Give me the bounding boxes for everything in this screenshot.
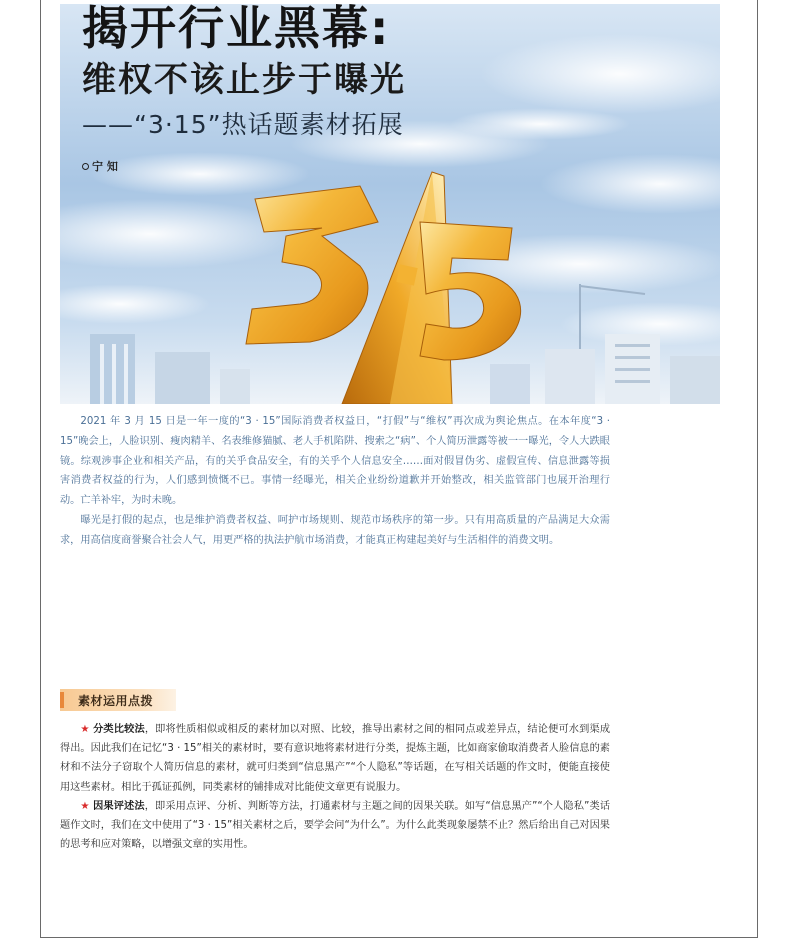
author-name: 宁 知 xyxy=(92,160,118,173)
tip-lead: 因果评述法 xyxy=(93,800,145,812)
intro-text xyxy=(60,412,610,551)
section-heading xyxy=(60,689,176,711)
star-icon: ★ xyxy=(80,724,90,735)
star-icon: ★ xyxy=(80,800,90,812)
intro-paragraph: 曝光是打假的起点，也是维护消费者权益、呵护市场规则、规范市场秩序的第一步。只有用高质量的产品满足大众需求，用高信度商誉聚合社会人气，用更严格的执法护航市场消费，才能真正构建起美好与生活相伴的消费文明。 xyxy=(60,514,610,546)
headline-line2: 维权不该止步于曝光 xyxy=(82,60,406,100)
tip-body: ，即将性质相似或相反的素材加以对照、比较，推导出素材之间的相同点或差异点，结论便可水到渠成得出。因此我们在记忆“3 · 15”相关的素材时，要有意识地将素材进行分类，提炼主题，比如商家偷取消费者人脸信息的素材和不法分子窃取个人简历信息的素材，就可归类到“信息黑产”“个人隐私”等话题，在写相关话题的作文时，便能直接使用这些素材。相比于孤证孤例，同类素材的铺排成对比能使文章更有说服力。 xyxy=(60,724,611,793)
intro-paragraph: 2021 年 3 月 15 日是一年一度的“3 · 15”国际消费者权益日，“打假”与“维权”再次成为舆论焦点。在本年度“3 · 15”晚会上，人脸识别、瘦肉精羊、名表维修猫腻、老人手机陷阱、搜索之“病”、个人简历泄露等被一一曝光，令人大跌眼镜。综观涉事企业和相关产品，有的关乎食品安全，有的关乎个人信息安全……面对假冒伪劣、虚假宣传、信息泄露等损害消费者权益的行为，人们感到愤慨不已。事情一经曝光，相关企业纷纷道歉并开始整改，相关监管部门也展开治理行动。亡羊补牢，为时未晚。 xyxy=(60,416,610,507)
tip-body: ，即采用点评、分析、判断等方法，打通素材与主题之间的因果关联。如写“信息黑产”“个人隐私”类话题作文时，我们在文中使用了“3 · 15”相关素材之后，要学会问“为什么”。为什么此类现象屡禁不止？然后给出自己对因果的思考和应对策略，以增强文章的实用性。 xyxy=(60,800,611,851)
byline-circle-icon xyxy=(82,163,89,170)
section-title: 素材运用点拨 xyxy=(78,693,154,708)
article-subline: ——“3·15”热话题素材拓展 xyxy=(82,110,404,139)
tip-paragraph xyxy=(60,720,610,797)
tip-lead: 分类比较法 xyxy=(93,724,145,735)
headline-line1: 揭开行业黑幕: xyxy=(82,1,391,55)
tip-paragraph xyxy=(60,797,610,855)
author-byline xyxy=(82,158,118,174)
tips-text xyxy=(60,720,610,854)
